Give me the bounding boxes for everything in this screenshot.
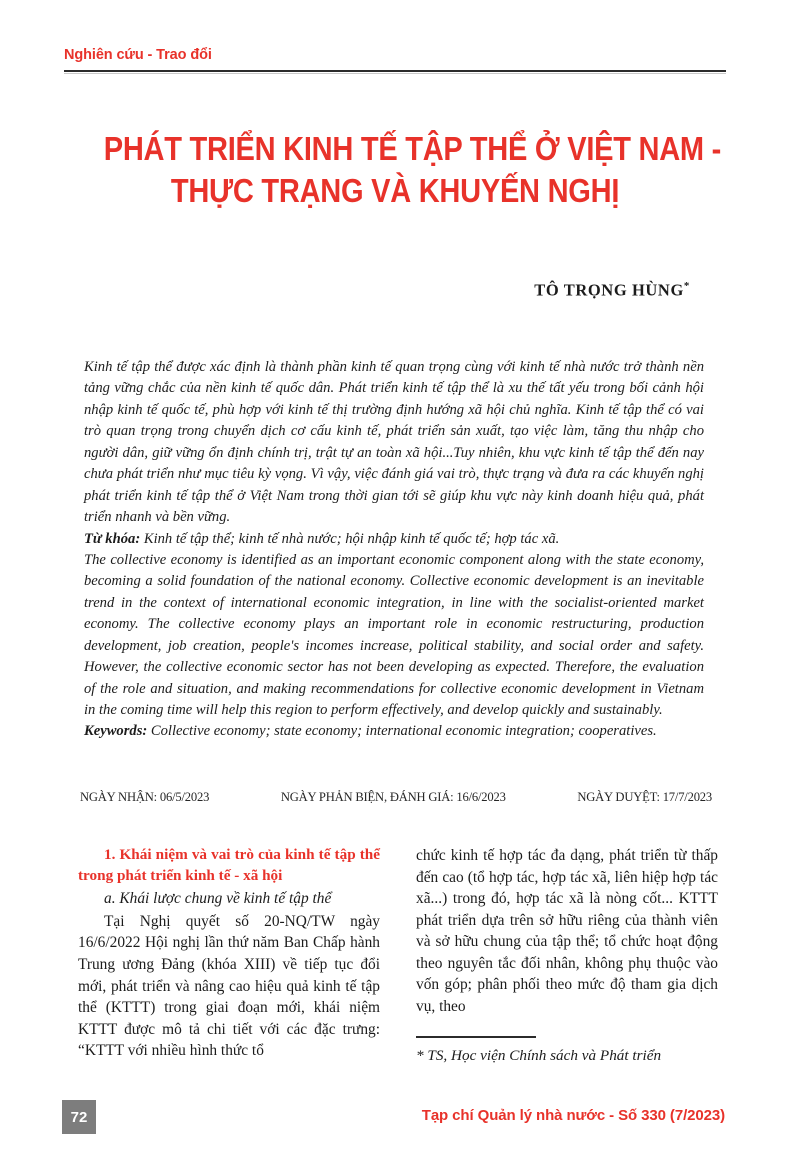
page-number-badge: 72 [62, 1100, 96, 1134]
keywords-vietnamese-value: Kinh tế tập thể; kinh tế nhà nước; hội nhập kinh tế quốc tế; hợp tác xã. [140, 530, 560, 547]
submission-dates [80, 790, 712, 805]
keywords-english-label: Keywords: [84, 723, 148, 740]
abstract-block [84, 357, 704, 743]
body-paragraph-right: chức kinh tế hợp tác đa dạng, phát triển từ thấp đến cao (tổ hợp tác, hợp tác xã, liên hiệp hợp tác xã...) trong đó, hợp tác xã là nòng cốt... KTTT phát triển dựa trên sở hữu riêng của thành viên và sở hữu chung của tập thể; tổ chức hoạt động theo nguyên tắc đối nhân, không phụ thuộc vào vốn góp; phân phối theo mức độ tham gia dịch vụ, theo [416, 847, 718, 1015]
running-head [64, 48, 726, 74]
footnote-separator [416, 1036, 536, 1038]
journal-footer-line: Tạp chí Quản lý nhà nước - Số 330 (7/2023) [421, 1107, 725, 1124]
date-accepted: NGÀY DUYỆT: 17/7/2023 [577, 790, 712, 804]
running-head-label: Nghiên cứu - Trao đổi [64, 47, 212, 63]
keywords-english [84, 721, 704, 742]
page-title-line-2: THỰC TRẠNG VÀ KHUYẾN NGHỊ [170, 172, 620, 210]
author-name: TÔ TRỌNG HÙNG [534, 280, 684, 300]
abstract-vietnamese: Kinh tế tập thể được xác định là thành phần kinh tế quan trọng cùng với kinh tế nhà nước trở thành nền tảng vững chắc của nền kinh tế quốc dân. Phát triển kinh tế tập thể là xu thế tất yếu trong bối cảnh hội nhập kinh tế quốc tế, phù hợp với kinh tế thị trường định hướng xã hội chủ nghĩa. Kinh tế tập thể có vai trò quan trọng trong chuyển dịch cơ cấu kinh tế, phát triển sản xuất, tạo việc làm, tăng thu nhập cho người dân, giữ vững ổn định chính trị, trật tự an toàn xã hội...Tuy nhiên, khu vực kinh tế tập thể đến nay chưa phát triển như mục tiêu kỳ vọng. Vì vậy, việc đánh giá vai trò, thực trạng và đưa ra các khuyến nghị phát triển kinh tế tập thể ở Việt Nam trong thời gian tới sẽ giúp khu vực này kinh doanh hiệu quả, phát triển nhanh và bền vững. [84, 359, 704, 526]
keywords-vietnamese [84, 529, 704, 550]
body-column-left [78, 845, 380, 1075]
keywords-english-value: Collective economy; state economy; international economic integration; cooperatives. [147, 723, 657, 740]
body-columns [78, 845, 718, 1075]
body-column-right [416, 845, 718, 1075]
page-title [64, 128, 726, 212]
keywords-vietnamese-label: Từ khóa: [84, 530, 141, 547]
running-head-rule [64, 70, 726, 72]
date-received: NGÀY NHẬN: 06/5/2023 [80, 790, 210, 804]
subsection-heading: a. Khái lược chung về kinh tế tập thể [104, 890, 332, 908]
section-heading: 1. Khái niệm và vai trò của kinh tế tập thể trong phát triển kinh tế - xã hội [78, 846, 380, 884]
date-reviewed: NGÀY PHẢN BIỆN, ĐÁNH GIÁ: 16/6/2023 [280, 790, 506, 804]
author-byline [64, 280, 714, 301]
abstract-english: The collective economy is identified as an important economic component along with the state economy, becoming a solid foundation of the national economy. Collective economic development is an inevitable trend in the context of international economic integration, in line with the socialist-oriented market economy. The collective economy plays an important role in economic restructuring, production development, job creation, people's incomes increase, political stability, and social order and safety. However, the collective economic sector has not been developing as expected. Therefore, the evaluation of the role and situation, and making recommendations for collective economic development in Vietnam in the coming time will help this region to perform effectively, and develop quickly and sustainably. [84, 551, 704, 718]
footnote-text: * TS, Học viện Chính sách và Phát triển [416, 1046, 662, 1064]
author-affiliation-marker: * [683, 280, 690, 292]
body-paragraph-left: Tại Nghị quyết số 20-NQ/TW ngày 16/6/2022 Hội nghị lần thứ năm Ban Chấp hành Trung ương Đảng (khóa XIII) về tiếp tục đổi mới, phát triển và nâng cao hiệu quả kinh tế tập thể (KTTT) trong giai đoạn mới, khái niệm KTTT được mô tả chi tiết với các đặc trưng: “KTTT với nhiều hình thức tổ [78, 912, 380, 1060]
page-title-line-1: PHÁT TRIỂN KINH TẾ TẬP THỂ Ở VIỆT NAM - [103, 130, 722, 167]
running-head-rule-secondary [64, 73, 726, 74]
